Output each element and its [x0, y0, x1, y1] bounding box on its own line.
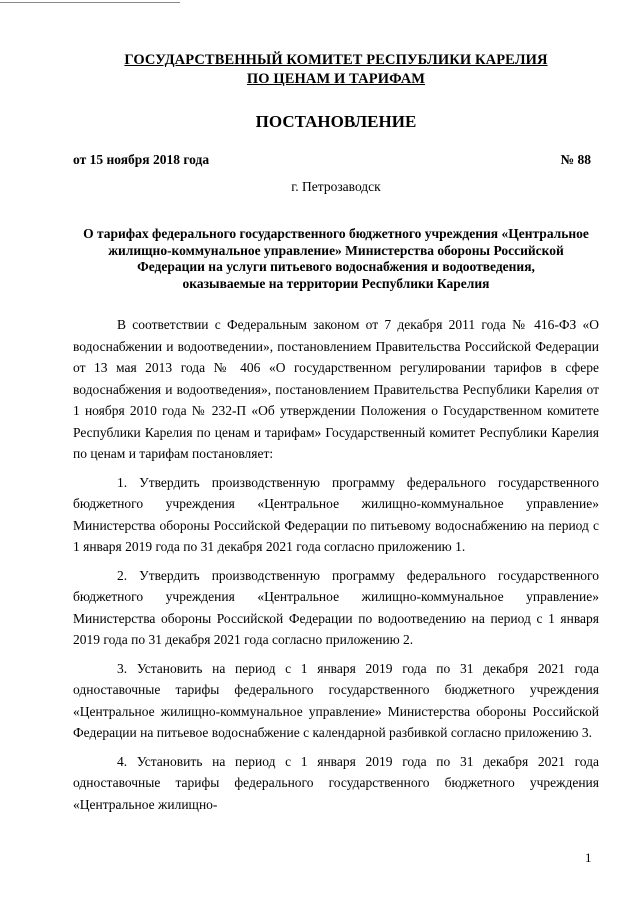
subject-line: Федерации на услуги питьевого водоснабжения и водоотведения, — [137, 259, 535, 274]
organization-name-line2: ПО ЦЕНАМ И ТАРИФАМ — [246, 71, 426, 87]
scan-artifact-line — [0, 2, 180, 3]
subject-line: жилищно-коммунальное управление» Министерства обороны Российской — [108, 242, 564, 258]
subject-line: О тарифах федерального государственного бюджетного учреждения «Центральное — [83, 226, 589, 241]
preamble-paragraph: В соответствии с Федеральным законом от 7 декабря 2011 года № 416-ФЗ «О водоснабжении и водоотведении», постановлением Правительства Российской Федерации от 13 мая 2013 года № 406 «О государственном регулировании тарифов в сфере водоснабжения и водоотведения», постановлением Правительства Республики Карелия от 1 ноября 2010 года № 232-П «Об утверждении Положения о Государственном комитете Республики Карелия по ценам и тарифам» Государственный комитет Республики Карелия по ценам и тарифам постановляет: — [73, 317, 599, 461]
document-subject — [73, 226, 599, 292]
subject-line: оказываемые на территории Республики Карелия — [182, 275, 490, 291]
organization-name-line1: ГОСУДАРСТВЕННЫЙ КОМИТЕТ РЕСПУБЛИКИ КАРЕЛИЯ — [124, 52, 548, 68]
document-date: от 15 ноября 2018 года — [73, 152, 210, 167]
document-number: № 88 — [560, 152, 591, 167]
date-number-line — [73, 152, 599, 168]
organization-header — [73, 51, 599, 89]
document-type-title: ПОСТАНОВЛЕНИЕ — [255, 112, 417, 131]
document-city: г. Петрозаводск — [291, 179, 381, 194]
resolution-item-4: 4. Установить на период с 1 января 2019 года по 31 декабря 2021 года одноставочные тарифы федерального государственного бюджетного учреждения «Центральное жилищно- — [73, 753, 599, 812]
resolution-item-1: 1. Утвердить производственную программу федерального государственного бюджетного учреждения «Центральное жилищно-коммунальное управление» Министерства обороны Российской Федерации по питьевому водоснабжению на период с 1 января 2019 года по 31 декабря 2021 года согласно приложению 1. — [73, 474, 599, 554]
document-body — [73, 314, 599, 822]
resolution-item-2: 2. Утвердить производственную программу федерального государственного бюджетного учреждения «Центральное жилищно-коммунальное управление» Министерства обороны Российской Федерации по водоотведению на период с 1 января 2019 года по 31 декабря 2021 года согласно приложению 2. — [73, 567, 599, 647]
resolution-item-3: 3. Установить на период с 1 января 2019 года по 31 декабря 2021 года одноставочные тарифы федерального государственного бюджетного учреждения «Центральное жилищно-коммунальное управление» Министерства обороны Российской Федерации на питьевое водоснабжение с календарной разбивкой согласно приложению 3. — [73, 660, 599, 740]
page-number: 1 — [585, 850, 592, 865]
